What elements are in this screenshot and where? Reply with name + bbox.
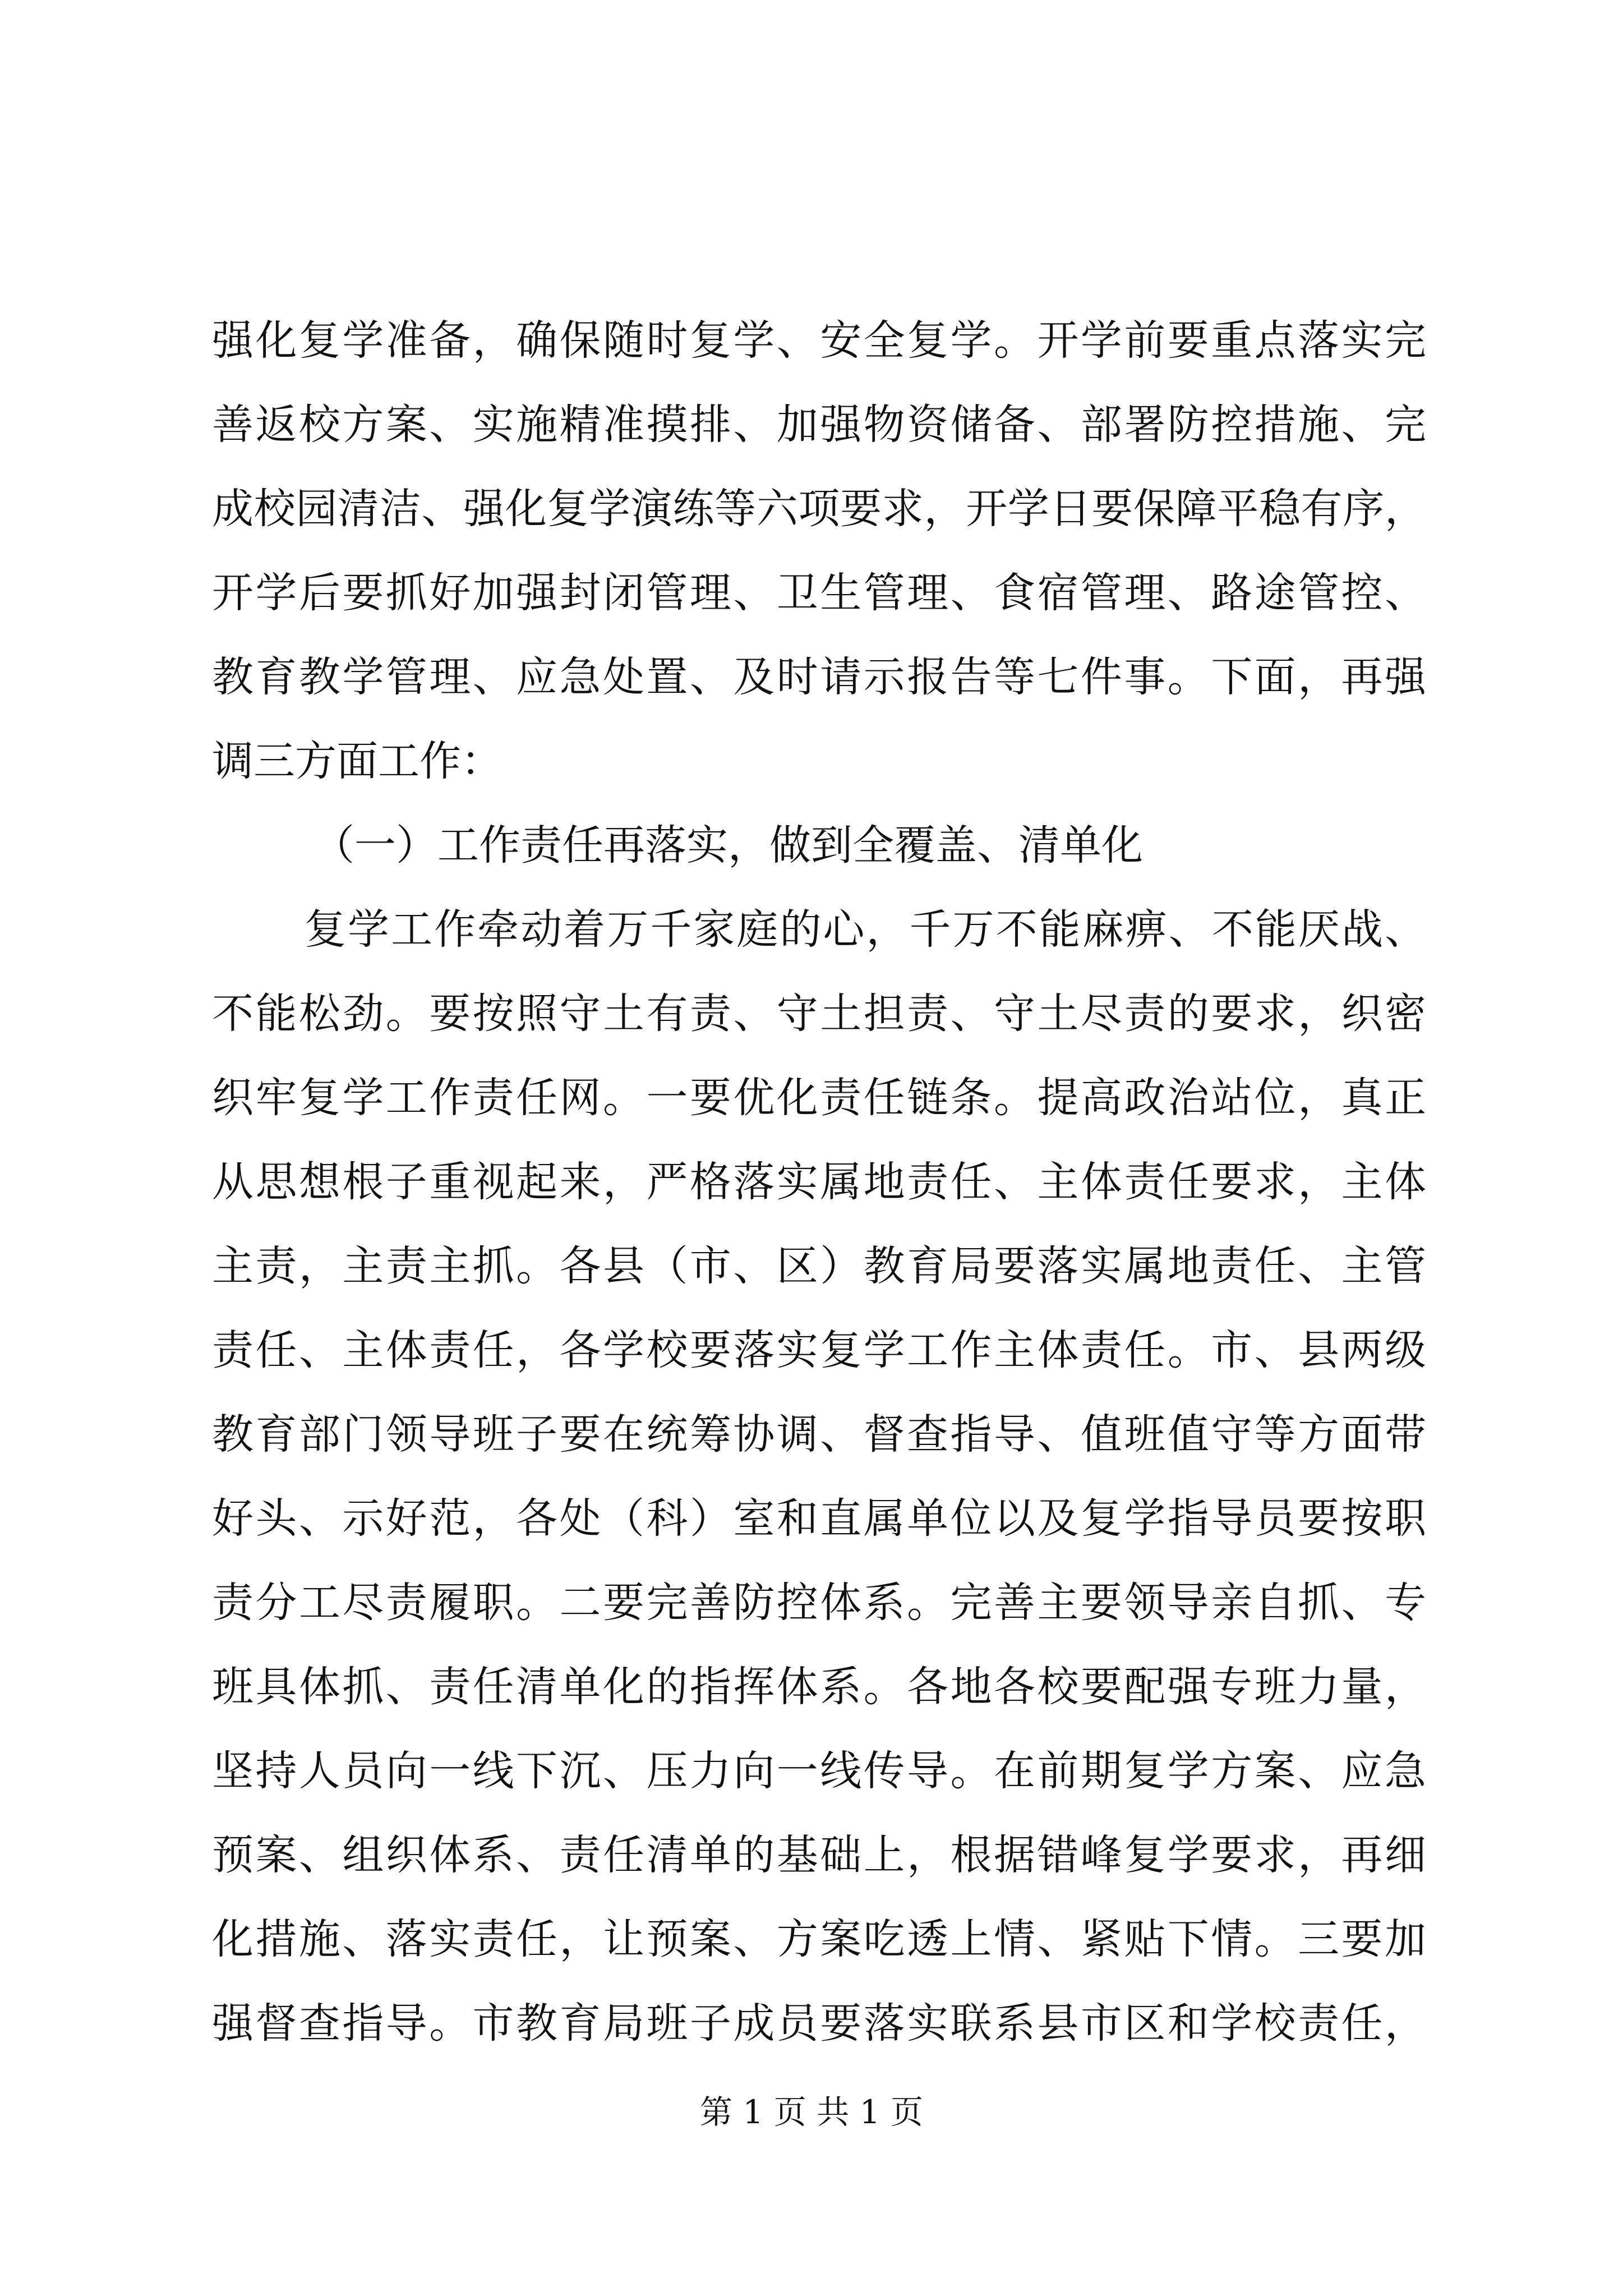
section-heading: （一）工作责任再落实，做到全覆盖、清单化 xyxy=(313,821,1143,869)
body-line: 强督查指导。市教育局班子成员要落实联系县市区和学校责任， xyxy=(212,1999,1426,2047)
body-line: 成校园清洁、强化复学演练等六项要求，开学日要保障平稳有序， xyxy=(212,485,1426,533)
body-line: 从思想根子重视起来，严格落实属地责任、主体责任要求，主体 xyxy=(212,1158,1426,1206)
body-line: 主责，主责主抓。各县（市、区）教育局要落实属地责任、主管 xyxy=(212,1242,1426,1290)
body-line: 教育教学管理、应急处置、及时请示报告等七件事。下面，再强 xyxy=(212,653,1426,701)
body-line: 好头、示好范，各处（科）室和直属单位以及复学指导员要按职 xyxy=(212,1494,1426,1543)
page-number-footer: 第 1 页 共 1 页 xyxy=(700,2093,923,2131)
body-line: 不能松劲。要按照守土有责、守土担责、守土尽责的要求，织密 xyxy=(212,990,1426,1038)
document-body xyxy=(212,298,1426,2065)
body-line: 班具体抓、责任清单化的指挥体系。各地各校要配强专班力量， xyxy=(212,1663,1426,1711)
paragraph-first-line: 复学工作牵动着万千家庭的心，千万不能麻痹、不能厌战、 xyxy=(305,905,1426,954)
body-line: 强化复学准备，确保随时复学、安全复学。开学前要重点落实完 xyxy=(212,316,1426,365)
body-line: 预案、组织体系、责任清单的基础上，根据错峰复学要求，再细 xyxy=(212,1831,1426,1879)
body-line: 坚持人员向一线下沉、压力向一线传导。在前期复学方案、应急 xyxy=(212,1747,1426,1795)
body-line: 化措施、落实责任，让预案、方案吃透上情、紧贴下情。三要加 xyxy=(212,1915,1426,1963)
body-line: 责任、主体责任，各学校要落实复学工作主体责任。市、县两级 xyxy=(212,1326,1426,1374)
body-line: 开学后要抓好加强封闭管理、卫生管理、食宿管理、路途管控、 xyxy=(212,569,1426,617)
body-line: 调三方面工作： xyxy=(212,737,502,785)
body-line: 教育部门领导班子要在统筹协调、督查指导、值班值守等方面带 xyxy=(212,1410,1426,1458)
body-line: 善返校方案、实施精准摸排、加强物资储备、部署防控措施、完 xyxy=(212,401,1426,449)
body-line: 责分工尽责履职。二要完善防控体系。完善主要领导亲自抓、专 xyxy=(212,1579,1426,1627)
body-line: 织牢复学工作责任网。一要优化责任链条。提高政治站位，真正 xyxy=(212,1074,1426,1122)
